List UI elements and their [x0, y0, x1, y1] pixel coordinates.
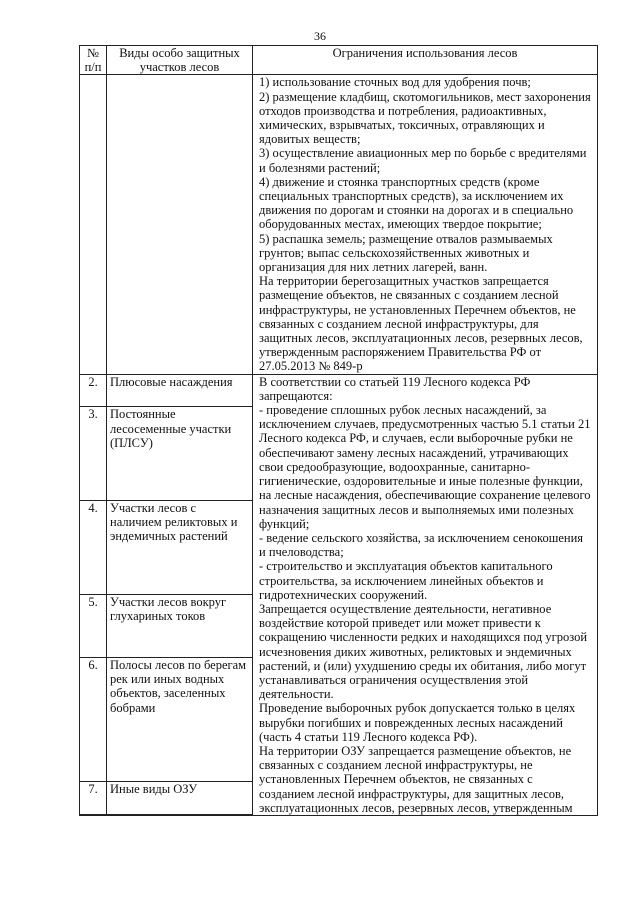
row-kind: Полосы лесов по берегам рек или иных водных объектов, заселенных бобрами — [107, 658, 253, 782]
shared-limits-cell — [253, 374, 598, 815]
row-number: 3. — [80, 407, 107, 501]
limit-paragraph: 2) размещение кладбищ, скотомогильников, мест захоронения отходов производства и потребления, радиоактивных, химических, взрывчатых, токсичных, отравляющих и ядовитых веществ; — [259, 89, 591, 147]
cell-kind-empty — [107, 814, 253, 815]
header-kind: Виды особо защитных участков лесов — [107, 46, 253, 75]
table-header-row — [80, 46, 598, 75]
row-number: 6. — [80, 658, 107, 782]
table-row — [80, 374, 598, 407]
limit-paragraph: Запрещается осуществление деятельности, негативное воздействие которой приведет или может привести к сокращению численности редких и находящихся под угрозой исчезновения диких животных, реликтовых и эндемичных растений, и (или) ухудшению среды их обитания, либо могут устанавливаться ограничения осуществления этой деятельности. — [259, 601, 588, 702]
limit-paragraph: - строительство и эксплуатация объектов капитального строительства, за исключением линейных объектов и гидротехнических сооружений. — [259, 559, 553, 602]
cell-num-empty — [80, 814, 107, 815]
row-kind: Участки лесов вокруг глухариных токов — [107, 594, 253, 657]
limit-paragraph: В соответствии со статьей 119 Лесного кодекса РФ запрещаются: — [259, 374, 531, 403]
limit-paragraph: - ведение сельского хозяйства, за исключением сенокошения и пчеловодства; — [259, 530, 584, 560]
limit-paragraph: 3) осуществление авиационных мер по борьбе с вредителями и болезнями растений; — [259, 146, 587, 175]
continued-limits-cell — [253, 75, 598, 374]
cell-kind-empty — [107, 75, 253, 374]
row-number: 2. — [80, 374, 107, 407]
row-kind: Плюсовые насаждения — [107, 374, 253, 407]
header-limits: Ограничения использования лесов — [253, 46, 598, 75]
forest-restrictions-table — [79, 45, 598, 816]
row-number: 5. — [80, 594, 107, 657]
limit-paragraph: На территории берегозащитных участков запрещается размещение объектов, не связанных с созданием лесной инфраструктуры, не установленных Перечнем объектов, не связанных с созданием лесной инфраструктуры, для защитных лесов, эксплуатационных лесов, резервных лесов, утвержденным распоряжением Правительства РФ от 27.05.2013 № 849-р — [259, 274, 583, 374]
limit-paragraph: Проведение выборочных рубок допускается только в целях вырубки погибших и поврежденных лесных насаждений (часть 4 статьи 119 Лесного кодекса РФ). — [259, 701, 576, 744]
limit-paragraph: 4) движение и стоянка транспортных средств (кроме специальных транспортных средств), за исключением их движения по дорогам и стоянки на дорогах и в специально оборудованных местах, имеющих твердое покрытие; — [259, 174, 574, 232]
page-number: 36 — [314, 29, 326, 43]
limit-paragraph: 5) распашка земель; размещение отвалов размываемых грунтов; выпас сельскохозяйственных животных и организация для них летних лагерей, ванн. — [259, 231, 553, 275]
row-kind: Постоянные лесосеменные участки (ПЛСУ) — [107, 407, 253, 501]
table-row-continued — [80, 75, 598, 374]
limit-paragraph: - проведение сплошных рубок лесных насаждений, за исключением случаев, предусмотренных частью 5.1 статьи 21 Лесного кодекса РФ, и случаев, если выборочные рубки не обеспечивают замену лесных насаждений, утрачивающих свои средообразующие, водоохранные, санитарно-гигиенические, оздоровительные и иные полезные функции, на лесные насаждения, обеспечивающие сохранение целевого назначения защитных лесов и выполняемых ими полезных функций; — [259, 403, 591, 531]
limit-paragraph: 1) использование сточных вод для удобрения почв; — [259, 75, 531, 90]
cell-num-empty — [80, 75, 107, 374]
row-number: 7. — [80, 782, 107, 815]
row-number: 4. — [80, 501, 107, 595]
limit-paragraph: На территории ОЗУ запрещается размещение объектов, не связанных с созданием лесной инфраструктуры, не установленных Перечнем объектов, не связанных с созданием лесной инфраструктуры, для защитных лесов, эксплуатационных лесов, резервных лесов, утвержденным — [259, 743, 573, 815]
row-kind: Участки лесов с наличием реликтовых и эндемичных растений — [107, 501, 253, 595]
row-kind: Иные виды ОЗУ — [107, 782, 253, 815]
header-num: № п/п — [80, 46, 107, 75]
